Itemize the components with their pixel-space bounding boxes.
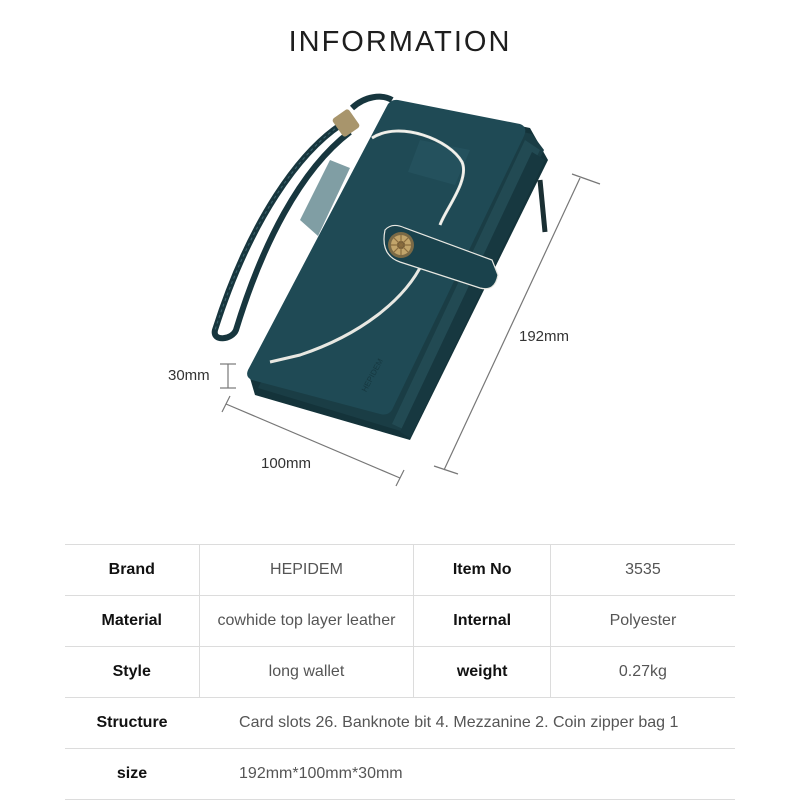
svg-text:HEPIDEM: HEPIDEM bbox=[359, 357, 385, 394]
internal-value: Polyester bbox=[550, 596, 735, 647]
spec-table bbox=[65, 544, 735, 800]
structure-value: Card slots 26. Banknote bit 4. Mezzanine 2. Coin zipper bag 1 bbox=[199, 698, 735, 749]
table-row bbox=[65, 647, 735, 698]
table-row bbox=[65, 698, 735, 749]
brand-label: Brand bbox=[65, 545, 199, 596]
material-label: Material bbox=[65, 596, 199, 647]
weight-label: weight bbox=[414, 647, 550, 698]
strap-clip bbox=[331, 108, 360, 137]
wallet-image bbox=[0, 80, 800, 510]
style-label: Style bbox=[65, 647, 199, 698]
material-value: cowhide top layer leather bbox=[199, 596, 414, 647]
product-illustration bbox=[0, 80, 800, 510]
length-dimension-label: 192mm bbox=[519, 328, 570, 345]
brand-value: HEPIDEM bbox=[199, 545, 414, 596]
table-row bbox=[65, 749, 735, 800]
structure-label: Structure bbox=[65, 698, 199, 749]
table-row bbox=[65, 545, 735, 596]
zipper-pull bbox=[540, 180, 545, 232]
internal-label: Internal bbox=[414, 596, 550, 647]
table-row bbox=[65, 596, 735, 647]
style-value: long wallet bbox=[199, 647, 414, 698]
width-dimension-label: 100mm bbox=[261, 455, 312, 472]
size-value: 192mm*100mm*30mm bbox=[199, 749, 735, 800]
page-title: INFORMATION bbox=[288, 26, 512, 58]
item-no-label: Item No bbox=[414, 545, 550, 596]
item-no-value: 3535 bbox=[550, 545, 735, 596]
size-label: size bbox=[65, 749, 199, 800]
height-dimension-label: 30mm bbox=[168, 367, 210, 384]
weight-value: 0.27kg bbox=[550, 647, 735, 698]
